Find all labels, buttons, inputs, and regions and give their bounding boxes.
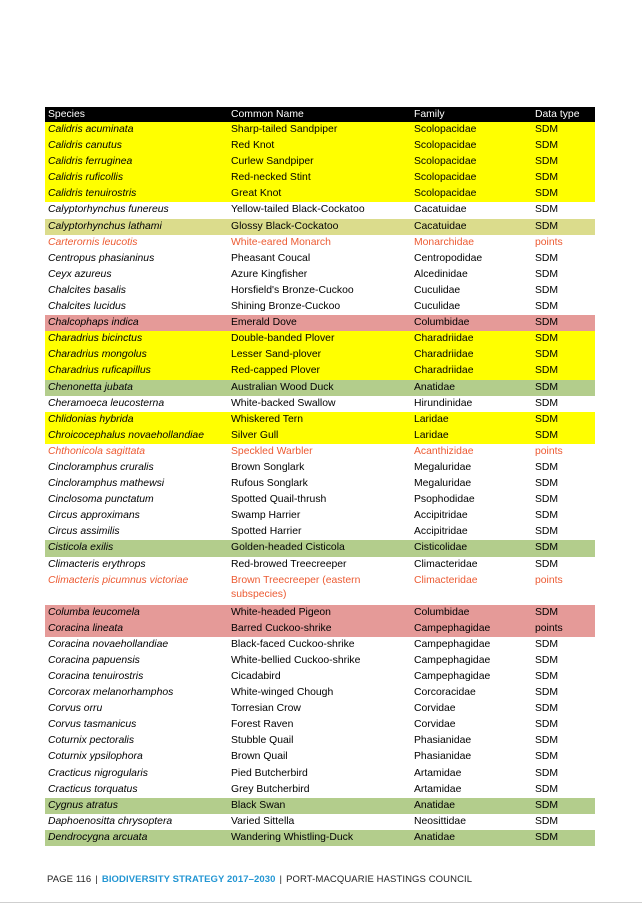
common-name-cell: Rufous Songlark <box>231 478 308 490</box>
data-type-cell: SDM <box>535 526 559 538</box>
family-cell: Anatidae <box>411 830 532 846</box>
common-name-cell: Black Swan <box>228 798 411 814</box>
species-cell: Cheramoeca leucosterna <box>48 397 165 409</box>
family-cell: Scolopacidae <box>411 170 532 186</box>
family-cell: Centropodidae <box>414 252 483 264</box>
table-row <box>45 283 595 299</box>
table-row <box>45 573 595 605</box>
species-cell: Calidris tenuirostris <box>45 186 228 202</box>
species-cell: Cracticus nigrogularis <box>48 767 148 779</box>
table-row <box>45 412 595 428</box>
species-cell: Circus approximans <box>48 510 140 522</box>
table-row <box>45 444 595 460</box>
data-type-cell: SDM <box>535 558 559 570</box>
species-cell: Charadrius ruficapillus <box>45 363 228 379</box>
table-row <box>45 733 595 749</box>
data-type-cell: SDM <box>535 204 559 216</box>
footer-council-name: PORT-MACQUARIE HASTINGS COUNCIL <box>286 874 473 885</box>
table-row <box>45 460 595 476</box>
family-cell: Artamidae <box>414 767 462 779</box>
data-type-cell: SDM <box>532 219 595 235</box>
data-type-cell: SDM <box>532 380 595 396</box>
family-cell: Charadriidae <box>411 347 532 363</box>
table-row <box>45 122 595 138</box>
species-cell: Chalcites basalis <box>48 284 126 296</box>
family-cell: Psophodidae <box>414 494 475 506</box>
data-type-cell: SDM <box>535 654 559 666</box>
table-row <box>45 540 595 556</box>
data-type-cell: SDM <box>535 719 559 731</box>
header-data-type: Data type <box>532 107 595 122</box>
table-row <box>45 476 595 492</box>
data-type-cell: points <box>532 621 595 637</box>
header-species: Species <box>45 107 228 122</box>
data-type-cell: SDM <box>532 605 595 621</box>
data-type-cell: SDM <box>532 412 595 428</box>
species-cell: Chalcophaps indica <box>45 315 228 331</box>
family-cell: Neosittidae <box>414 815 466 827</box>
table-row <box>45 798 595 814</box>
table-row <box>45 653 595 669</box>
common-name-cell: Swamp Harrier <box>231 510 301 522</box>
data-type-cell: SDM <box>535 301 559 313</box>
table-row <box>45 685 595 701</box>
data-type-cell: SDM <box>535 815 559 827</box>
family-cell: Campephagidae <box>414 638 491 650</box>
data-type-cell: SDM <box>535 461 559 473</box>
common-name-cell: Silver Gull <box>228 428 411 444</box>
table-row <box>45 557 595 573</box>
table-row <box>45 380 595 396</box>
common-name-cell: Torresian Crow <box>231 703 301 715</box>
table-body <box>45 122 595 846</box>
table-row <box>45 669 595 685</box>
data-type-cell: SDM <box>535 494 559 506</box>
table-row <box>45 766 595 782</box>
species-cell: Chalcites lucidus <box>48 301 126 313</box>
table-row <box>45 396 595 412</box>
common-name-cell: White-winged Chough <box>231 687 334 699</box>
data-type-cell: SDM <box>532 186 595 202</box>
common-name-cell: Red-browed Treecreeper <box>231 558 347 570</box>
family-cell: Megaluridae <box>414 478 472 490</box>
common-name-cell: Great Knot <box>228 186 411 202</box>
family-cell: Campephagidae <box>414 671 491 682</box>
header-family: Family <box>411 107 532 122</box>
species-cell: Coracina papuensis <box>48 654 140 666</box>
table-row <box>45 331 595 347</box>
table-row <box>45 186 595 202</box>
family-cell: Anatidae <box>411 380 532 396</box>
species-cell: Chlidonias hybrida <box>45 412 228 428</box>
family-cell: Cisticolidae <box>411 540 532 556</box>
page-bottom-rule <box>0 902 642 903</box>
family-cell: Accipitridae <box>414 526 468 538</box>
data-type-cell: points <box>535 236 563 248</box>
family-cell: Charadriidae <box>411 331 532 347</box>
family-cell: Laridae <box>411 412 532 428</box>
family-cell: Cuculidae <box>414 284 461 296</box>
family-cell: Scolopacidae <box>411 154 532 170</box>
common-name-cell: Red-necked Stint <box>228 170 411 186</box>
table-row <box>45 637 595 653</box>
species-cell: Coracina tenuirostris <box>48 671 144 682</box>
species-cell: Coracina lineata <box>45 621 228 637</box>
species-cell: Climacteris picumnus victoriae <box>48 574 189 586</box>
species-cell: Cisticola exilis <box>45 540 228 556</box>
table-row <box>45 814 595 830</box>
species-cell: Ceyx azureus <box>48 268 112 280</box>
species-cell: Cracticus torquatus <box>48 783 138 795</box>
family-cell: Campephagidae <box>414 654 491 666</box>
data-type-cell: SDM <box>532 170 595 186</box>
family-cell: Cuculidae <box>414 301 461 313</box>
table-row <box>45 508 595 524</box>
species-cell: Calidris ferruginea <box>45 154 228 170</box>
species-cell: Climacteris erythrops <box>48 558 146 570</box>
common-name-cell: Cicadabird <box>231 671 281 682</box>
common-name-cell: Curlew Sandpiper <box>228 154 411 170</box>
family-cell: Scolopacidae <box>411 186 532 202</box>
data-type-cell: SDM <box>532 122 595 138</box>
common-name-cell: Glossy Black-Cockatoo <box>228 219 411 235</box>
species-cell: Coturnix pectoralis <box>48 735 135 747</box>
family-cell: Monarchidae <box>414 236 475 248</box>
species-cell: Centropus phasianinus <box>48 252 155 264</box>
data-type-cell: SDM <box>532 363 595 379</box>
common-name-cell: Varied Sittella <box>231 815 295 827</box>
species-cell: Cincloramphus cruralis <box>48 461 154 473</box>
species-cell: Carterornis leucotis <box>48 236 138 248</box>
species-cell: Calidris canutus <box>45 138 228 154</box>
common-name-cell: Whiskered Tern <box>228 412 411 428</box>
table-header-row <box>45 107 595 122</box>
family-cell: Scolopacidae <box>411 122 532 138</box>
data-type-cell: SDM <box>532 138 595 154</box>
data-type-cell: SDM <box>535 703 559 715</box>
data-type-cell: SDM <box>532 830 595 846</box>
common-name-cell: White-eared Monarch <box>231 236 331 248</box>
family-cell: Artamidae <box>414 783 462 795</box>
family-cell: Charadriidae <box>411 363 532 379</box>
family-cell: Cacatuidae <box>411 219 532 235</box>
table-row <box>45 428 595 444</box>
species-cell: Charadrius mongolus <box>45 347 228 363</box>
species-cell: Columba leucomela <box>45 605 228 621</box>
data-type-cell: points <box>535 445 563 457</box>
footer-strategy-title: BIODIVERSITY STRATEGY 2017–2030 <box>101 874 276 885</box>
footer-separator: | <box>95 874 98 885</box>
species-cell: Corcorax melanorhamphos <box>48 687 174 699</box>
species-cell: Calyptorhynchus lathami <box>45 219 228 235</box>
common-name-cell: Pied Butcherbird <box>231 767 308 779</box>
common-name-cell: Sharp-tailed Sandpiper <box>228 122 411 138</box>
data-type-cell: SDM <box>535 268 559 280</box>
species-cell: Chenonetta jubata <box>45 380 228 396</box>
common-name-cell: Golden-headed Cisticola <box>228 540 411 556</box>
family-cell: Climacteridae <box>414 574 478 586</box>
common-name-cell: White-backed Swallow <box>231 397 336 409</box>
family-cell: Corvidae <box>414 703 456 715</box>
table-row <box>45 235 595 251</box>
common-name-cell: Red-capped Plover <box>228 363 411 379</box>
table-row <box>45 267 595 283</box>
species-cell: Cinclosoma punctatum <box>48 494 154 506</box>
common-name-cell: Brown Treecreeper (eastern subspecies) <box>231 574 361 601</box>
species-cell: Cygnus atratus <box>45 798 228 814</box>
common-name-cell: Stubble Quail <box>231 735 294 747</box>
family-cell: Campephagidae <box>411 621 532 637</box>
family-cell: Climacteridae <box>414 558 478 570</box>
family-cell: Laridae <box>411 428 532 444</box>
footer-separator: | <box>279 874 283 885</box>
common-name-cell: Yellow-tailed Black-Cockatoo <box>231 204 365 216</box>
common-name-cell: Wandering Whistling-Duck <box>228 830 411 846</box>
species-cell: Dendrocygna arcuata <box>45 830 228 846</box>
data-type-cell: points <box>535 574 563 586</box>
common-name-cell: Red Knot <box>228 138 411 154</box>
data-type-cell: SDM <box>535 767 559 779</box>
common-name-cell: Brown Quail <box>231 751 288 763</box>
species-cell: Corvus orru <box>48 703 103 715</box>
table-row <box>45 605 595 621</box>
common-name-cell: White-bellied Cuckoo-shrike <box>231 654 361 666</box>
family-cell: Hirundinidae <box>414 397 473 409</box>
common-name-cell: Emerald Dove <box>228 315 411 331</box>
family-cell: Megaluridae <box>414 461 472 473</box>
common-name-cell: Double-banded Plover <box>228 331 411 347</box>
species-cell: Calidris ruficollis <box>45 170 228 186</box>
species-cell: Coturnix ypsilophora <box>48 751 143 763</box>
data-type-cell: SDM <box>535 510 559 522</box>
table-row <box>45 251 595 267</box>
species-cell: Corvus tasmanicus <box>48 719 137 731</box>
table-row <box>45 782 595 798</box>
family-cell: Anatidae <box>411 798 532 814</box>
table-row <box>45 219 595 235</box>
species-cell: Cincloramphus mathewsi <box>48 478 165 490</box>
data-type-cell: SDM <box>532 428 595 444</box>
family-cell: Cacatuidae <box>414 204 467 216</box>
common-name-cell: Lesser Sand-plover <box>228 347 411 363</box>
family-cell: Scolopacidae <box>411 138 532 154</box>
table-row <box>45 830 595 846</box>
table-row <box>45 299 595 315</box>
family-cell: Alcedinidae <box>414 268 468 280</box>
data-type-cell: SDM <box>535 671 559 682</box>
data-type-cell: SDM <box>535 284 559 296</box>
data-type-cell: SDM <box>535 687 559 699</box>
common-name-cell: Speckled Warbler <box>231 445 313 457</box>
table-row <box>45 154 595 170</box>
table-row <box>45 363 595 379</box>
page-footer <box>47 874 472 885</box>
family-cell: Accipitridae <box>414 510 468 522</box>
common-name-cell: Australian Wood Duck <box>228 380 411 396</box>
species-cell: Charadrius bicinctus <box>45 331 228 347</box>
table-row <box>45 701 595 717</box>
table-row <box>45 347 595 363</box>
table-row <box>45 749 595 765</box>
data-type-cell: SDM <box>535 478 559 490</box>
page-number: PAGE 116 <box>47 874 92 885</box>
species-cell: Chroicocephalus novaehollandiae <box>45 428 228 444</box>
data-type-cell: SDM <box>535 397 559 409</box>
common-name-cell: Forest Raven <box>231 719 294 731</box>
data-type-cell: SDM <box>535 638 559 650</box>
table-row <box>45 717 595 733</box>
family-cell: Columbidae <box>411 315 532 331</box>
species-cell: Chthonicola sagittata <box>48 445 146 457</box>
family-cell: Phasianidae <box>414 735 472 747</box>
species-table <box>45 107 595 846</box>
data-type-cell: SDM <box>532 347 595 363</box>
table-row <box>45 138 595 154</box>
data-type-cell: SDM <box>535 252 559 264</box>
family-cell: Corcoracidae <box>414 687 476 699</box>
data-type-cell: SDM <box>532 154 595 170</box>
data-type-cell: SDM <box>535 735 559 747</box>
data-type-cell: SDM <box>532 331 595 347</box>
data-type-cell: SDM <box>532 315 595 331</box>
species-cell: Coracina novaehollandiae <box>48 638 169 650</box>
family-cell: Phasianidae <box>414 751 472 763</box>
common-name-cell: Spotted Quail-thrush <box>231 494 327 506</box>
table-row <box>45 524 595 540</box>
species-cell: Circus assimilis <box>48 526 120 538</box>
data-type-cell: SDM <box>532 798 595 814</box>
common-name-cell: Brown Songlark <box>231 461 305 473</box>
table-row <box>45 621 595 637</box>
common-name-cell: Barred Cuckoo-shrike <box>228 621 411 637</box>
species-cell: Calidris acuminata <box>45 122 228 138</box>
species-cell: Daphoenositta chrysoptera <box>48 815 173 827</box>
family-cell: Acanthizidae <box>414 445 474 457</box>
data-type-cell: SDM <box>535 783 559 795</box>
common-name-cell: Azure Kingfisher <box>231 268 308 280</box>
table-row <box>45 202 595 218</box>
data-type-cell: SDM <box>532 540 595 556</box>
table-row <box>45 170 595 186</box>
header-common-name: Common Name <box>228 107 411 122</box>
family-cell: Columbidae <box>411 605 532 621</box>
common-name-cell: Black-faced Cuckoo-shrike <box>231 638 355 650</box>
table-row <box>45 315 595 331</box>
table-row <box>45 492 595 508</box>
common-name-cell: Pheasant Coucal <box>231 252 311 264</box>
data-type-cell: SDM <box>535 751 559 763</box>
family-cell: Corvidae <box>414 719 456 731</box>
common-name-cell: Grey Butcherbird <box>231 783 310 795</box>
common-name-cell: Shining Bronze-Cuckoo <box>231 301 341 313</box>
common-name-cell: Spotted Harrier <box>231 526 302 538</box>
common-name-cell: White-headed Pigeon <box>228 605 411 621</box>
species-cell: Calyptorhynchus funereus <box>48 204 169 216</box>
common-name-cell: Horsfield's Bronze-Cuckoo <box>231 284 354 296</box>
